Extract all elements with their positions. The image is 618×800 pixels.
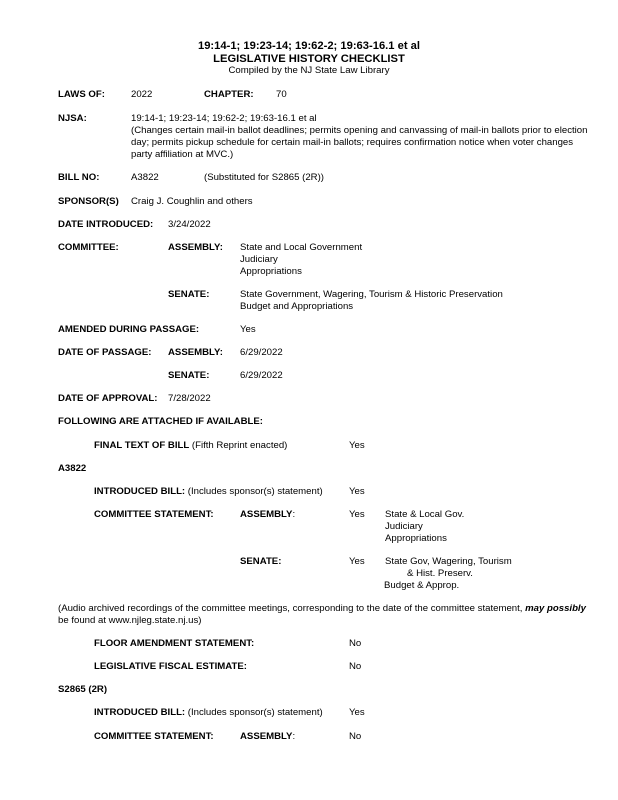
committee-assembly-item: Appropriations <box>240 266 302 277</box>
final-text-value: Yes <box>349 440 365 451</box>
final-text-row <box>94 440 287 452</box>
committee-senate-item: Budget and Appropriations <box>240 301 354 312</box>
njsa-description-line: party affiliation at MVC.) <box>131 149 234 160</box>
s2865-heading: S2865 (2R) <box>58 684 108 695</box>
a3822-senate-committee: Budget & Approp. <box>384 580 460 591</box>
a3822-assembly-committee: State & Local Gov. <box>385 509 465 520</box>
attachments-heading: FOLLOWING ARE ATTACHED IF AVAILABLE: <box>58 416 263 427</box>
introduced-bill-note: (Includes sponsor(s) statement) <box>185 486 323 497</box>
audio-note-line: be found at www.njleg.state.nj.us) <box>58 615 202 626</box>
a3822-introduced-row <box>94 486 323 498</box>
floor-amendment-label: FLOOR AMENDMENT STATEMENT: <box>94 638 255 649</box>
s2865-cs-label: COMMITTEE STATEMENT: <box>94 731 214 742</box>
committee-assembly-item: State and Local Government <box>240 242 363 253</box>
a3822-assembly-committee: Appropriations <box>385 533 447 544</box>
njsa-value: 19:14-1; 19:23-14; 19:62-2; 19:63-16.1 et al <box>131 113 317 124</box>
final-text-note: (Fifth Reprint enacted) <box>189 440 288 451</box>
a3822-introduced-value: Yes <box>349 486 365 497</box>
a3822-cs-assembly-label: ASSEMBLY: <box>240 509 296 520</box>
s2865-cs-assembly-label: ASSEMBLY: <box>240 731 296 742</box>
chapter-value: 70 <box>276 89 287 100</box>
a3822-senate-committee: State Gov, Wagering, Tourism <box>385 556 512 567</box>
bill-substitution-note: (Substituted for S2865 (2R)) <box>204 172 324 183</box>
fiscal-estimate-label: LEGISLATIVE FISCAL ESTIMATE: <box>94 661 247 672</box>
laws-of-label: LAWS OF: <box>58 89 105 100</box>
doc-title: LEGISLATIVE HISTORY CHECKLIST <box>213 53 405 65</box>
date-of-approval-value: 7/28/2022 <box>168 393 211 404</box>
date-of-approval-label: DATE OF APPROVAL: <box>58 393 158 404</box>
passage-senate-label: SENATE: <box>168 370 210 381</box>
a3822-cs-assembly-value: Yes <box>349 509 365 520</box>
doc-title-statutes: 19:14-1; 19:23-14; 19:62-2; 19:63-16.1 et al <box>197 40 420 52</box>
fiscal-estimate-value: No <box>349 661 362 672</box>
a3822-cs-senate-value: Yes <box>349 556 365 567</box>
passage-assembly-label: ASSEMBLY: <box>168 347 223 358</box>
introduced-bill-label: INTRODUCED BILL: <box>94 707 186 718</box>
committee-assembly-label: ASSEMBLY: <box>168 242 223 253</box>
date-introduced-label: DATE INTRODUCED: <box>58 219 154 230</box>
njsa-description-line: day; permits pickup schedule for certain mail-in ballots; requires confirmation notice when voter changes <box>131 137 574 148</box>
passage-senate-value: 6/29/2022 <box>240 370 283 381</box>
bill-no-value: A3822 <box>131 172 159 183</box>
s2865-introduced-value: Yes <box>349 707 365 718</box>
audio-note-emphasis: may possibly <box>525 603 586 614</box>
laws-of-value: 2022 <box>131 89 153 100</box>
a3822-heading: A3822 <box>58 463 87 474</box>
introduced-bill-note: (Includes sponsor(s) statement) <box>185 707 323 718</box>
doc-subtitle: Compiled by the NJ State Law Library <box>228 65 390 76</box>
committee-assembly-item: Judiciary <box>240 254 278 265</box>
committee-senate-item: State Government, Wagering, Tourism & Historic Preservation <box>240 289 503 300</box>
introduced-bill-label: INTRODUCED BILL: <box>94 486 186 497</box>
committee-label: COMMITTEE: <box>58 242 119 253</box>
amended-value: Yes <box>240 324 256 335</box>
s2865-introduced-row <box>94 707 323 719</box>
date-of-passage-label: DATE OF PASSAGE: <box>58 347 152 358</box>
s2865-cs-assembly-value: No <box>349 731 362 742</box>
a3822-assembly-committee: Judiciary <box>385 521 423 532</box>
passage-assembly-value: 6/29/2022 <box>240 347 283 358</box>
audio-note-line: (Audio archived recordings of the committee meetings, corresponding to the date of the committee statement, may possibly <box>58 603 586 614</box>
sponsor-label: SPONSOR(S) <box>58 196 119 207</box>
committee-senate-label: SENATE: <box>168 289 210 300</box>
floor-amendment-value: No <box>349 638 362 649</box>
a3822-cs-label: COMMITTEE STATEMENT: <box>94 509 214 520</box>
sponsor-value: Craig J. Coughlin and others <box>131 196 253 207</box>
date-introduced-value: 3/24/2022 <box>168 219 211 230</box>
a3822-cs-senate-label: SENATE: <box>240 556 282 567</box>
njsa-description-line: (Changes certain mail-in ballot deadlines; permits opening and canvassing of mail-in ballots prior to election <box>131 125 588 136</box>
chapter-label: CHAPTER: <box>204 89 254 100</box>
a3822-senate-committee: & Hist. Preserv. <box>407 568 473 579</box>
bill-no-label: BILL NO: <box>58 172 100 183</box>
amended-label: AMENDED DURING PASSAGE: <box>58 324 200 335</box>
njsa-label: NJSA: <box>58 113 87 124</box>
final-text-label: FINAL TEXT OF BILL <box>94 440 190 451</box>
